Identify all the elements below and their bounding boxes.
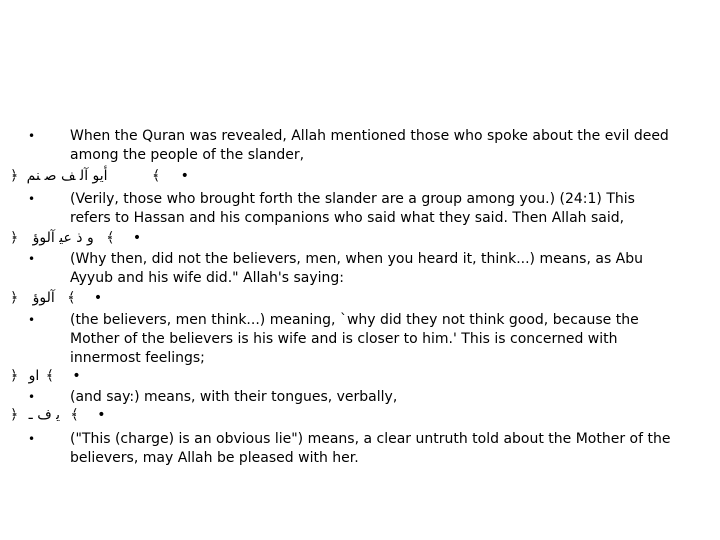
arabic-verse-3 [10,289,108,308]
arabic-verse-5 [10,406,111,425]
arabic-verse-4-text: ﺍﻭ [28,368,40,384]
arabic-verse-2-close: ﴾ [106,230,115,246]
bullet-text-5: (and say:) means, with their tongues, verbally, [70,389,398,405]
arabic-verse-3-close: ﴾ [67,290,76,306]
arabic-verse-5-text: ﻳ ﻑ ـ [28,407,61,423]
bullet-text-1: When the Quran was revealed, Allah mentioned those who spoke about the evil deed among the people of the slander, [70,128,669,163]
arabic-verse-1-bullet: • [180,168,189,184]
bullet-text-2: (Verily, those who brought forth the slander are a group among you.) (24:1) This refers to Hassan and his companions who said what they said. Then Allah said, [70,191,635,226]
bullet-1: • [28,129,36,143]
arabic-verse-1-close: ﴾ [152,168,161,184]
arabic-verse-1-open: ﴿ [10,168,19,184]
arabic-verse-3-text: ﺁﻟﻮﺅ [32,290,55,306]
arabic-verse-2-text: ﻭ ﺫ ﻋﻴ ﺁﻟﻮﺅ [32,230,94,246]
bullet-text-6: ("This (charge) is an obvious lie") means, a clear untruth told about the Mother of the believers, may Allah be pleased with her. [70,431,671,466]
bullet-text-3: (Why then, did not the believers, men, when you heard it, think...) means, as Abu Ayyub and his wife did." Allah's saying: [70,251,644,286]
arabic-verse-2-bullet: • [132,230,142,246]
arabic-verse-2 [10,229,147,248]
arabic-verse-4-open: ﴿ [10,368,19,384]
arabic-verse-2-open: ﴿ [10,230,19,246]
bullet-4: • [28,313,36,327]
arabic-verse-5-open: ﴿ [10,407,19,423]
bullet-3: • [28,252,36,266]
arabic-verse-5-bullet: • [97,407,106,423]
bullet-5: • [28,390,36,404]
arabic-verse-3-bullet: • [93,290,103,306]
arabic-verse-1-text: ﺃﻳﻮ ﺁﻟ ﻒ ﺻ ﻨﻢ [26,168,108,184]
arabic-verse-4-bullet: • [72,368,81,384]
arabic-verse-1 [10,167,195,186]
arabic-verse-5-close: ﴾ [70,407,79,423]
bullet-text-4: (the believers, men think...) meaning, `why did they not think good, because the Mother of the believers is his wife and is closer to him.' This is concerned with innermost feelings; [70,312,639,366]
arabic-verse-4 [10,367,87,386]
arabic-verse-3-open: ﴿ [10,290,19,306]
arabic-verse-4-close: ﴾ [45,368,54,384]
bullet-6: • [28,432,36,446]
bullet-2: • [28,192,36,206]
